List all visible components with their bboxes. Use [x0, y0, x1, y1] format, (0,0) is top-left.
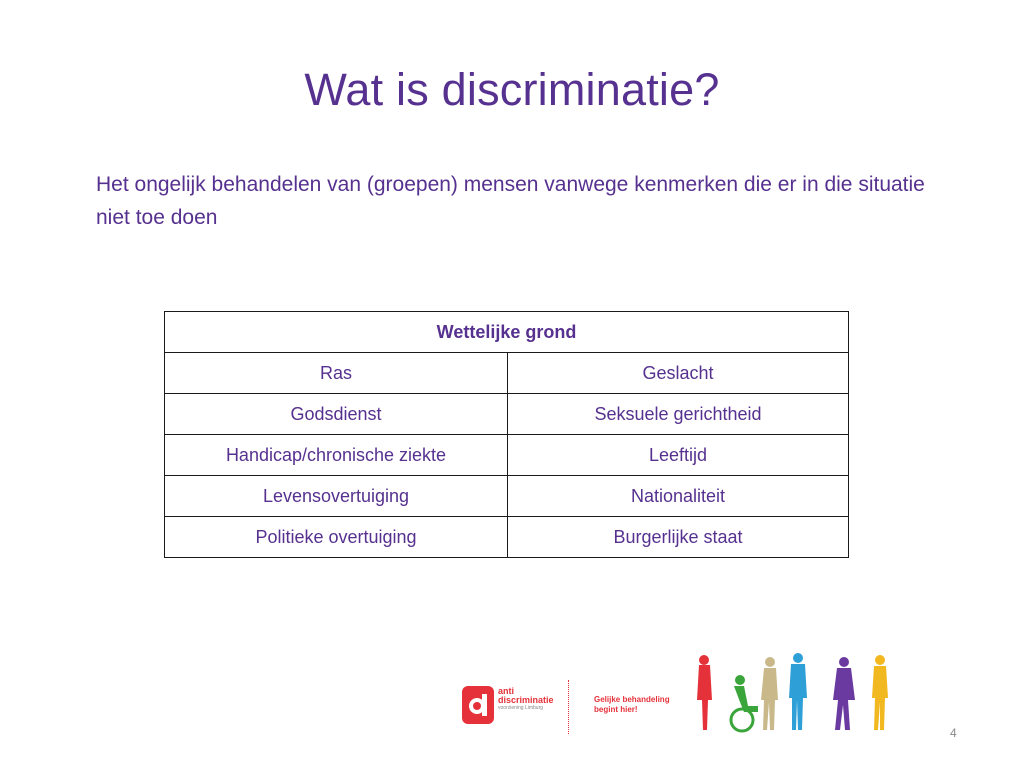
- logo-line-1: anti: [498, 686, 515, 696]
- table-cell: Burgerlijke staat: [508, 517, 849, 558]
- table-cell: Handicap/chronische ziekte: [165, 435, 508, 476]
- table-cell: Leeftijd: [508, 435, 849, 476]
- table-header-row: [165, 312, 849, 353]
- table-cell: Godsdienst: [165, 394, 508, 435]
- table-row: [165, 394, 849, 435]
- legal-grounds-table-container: [164, 311, 849, 558]
- logo-line-2: discriminatie: [498, 695, 554, 705]
- slogan-line-1: Gelijke behandeling: [594, 695, 670, 704]
- table-row: [165, 476, 849, 517]
- red-figure-icon: [697, 655, 712, 730]
- table-cell: Nationaliteit: [508, 476, 849, 517]
- table-cell: Geslacht: [508, 353, 849, 394]
- purple-figure-icon: [833, 657, 855, 730]
- table-row: [165, 517, 849, 558]
- wheelchair-figure-icon: [731, 675, 758, 731]
- diverse-people-silhouettes-icon: [694, 650, 908, 734]
- footer-divider: [568, 680, 569, 734]
- table-cell: Levensovertuiging: [165, 476, 508, 517]
- table-row: [165, 435, 849, 476]
- footer-branding: [462, 650, 922, 740]
- antidiscriminatie-logo-icon: [462, 686, 494, 724]
- table-header: Wettelijke grond: [165, 312, 849, 353]
- blue-figure-icon: [789, 653, 807, 730]
- slogan-line-2: begint hier!: [594, 705, 638, 714]
- table-row: [165, 353, 849, 394]
- definition-text: Het ongelijk behandelen van (groepen) mensen vanwege kenmerken die er in die situatie niet toe doen: [96, 173, 925, 229]
- slogan: [594, 695, 670, 715]
- legal-grounds-table: [164, 311, 849, 558]
- table-cell: Seksuele gerichtheid: [508, 394, 849, 435]
- page-number: 4: [950, 726, 957, 740]
- logo-wordmark: [498, 687, 554, 712]
- slide-title: Wat is discriminatie?: [304, 64, 720, 115]
- yellow-figure-icon: [872, 655, 888, 730]
- table-cell: Ras: [165, 353, 508, 394]
- logo-subtitle: voorziening Limburg: [498, 705, 544, 711]
- beige-figure-icon: [761, 657, 778, 730]
- table-cell: Politieke overtuiging: [165, 517, 508, 558]
